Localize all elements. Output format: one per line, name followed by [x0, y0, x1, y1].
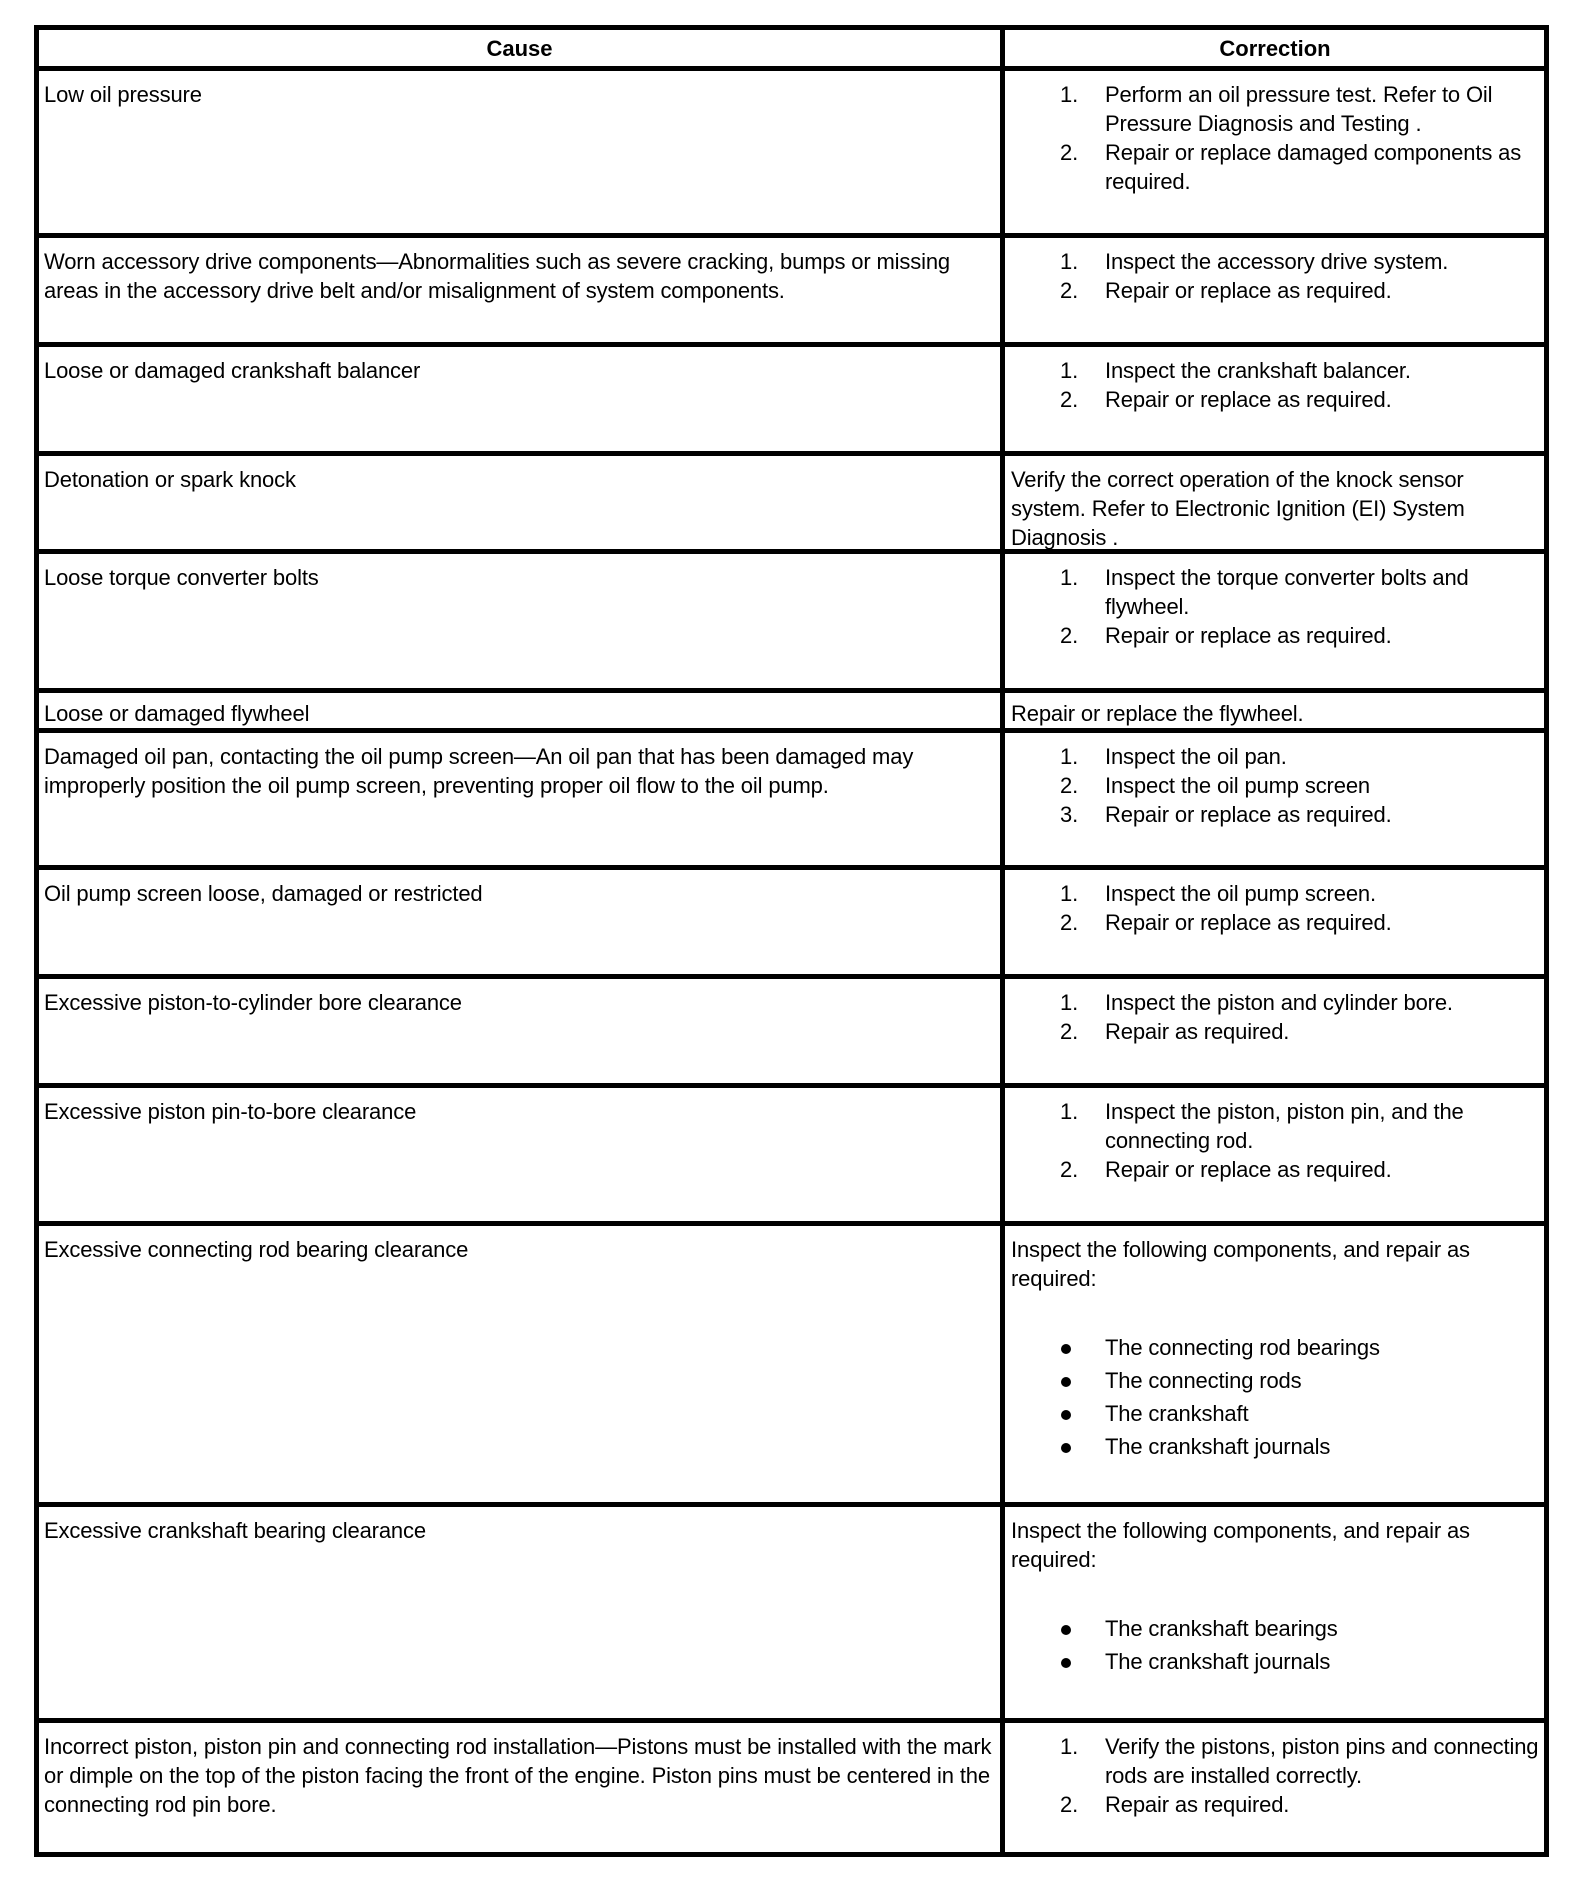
- table-row: [39, 347, 1544, 456]
- step-list: [1011, 742, 1539, 829]
- cause-cell: Excessive piston pin-to-bore clearance: [39, 1088, 1005, 1221]
- bullet-text: The connecting rods: [1105, 1368, 1302, 1393]
- step-number: 1.: [1060, 358, 1079, 383]
- header-correction: Correction: [1219, 36, 1331, 61]
- cause-cell: Low oil pressure: [39, 71, 1005, 233]
- bullet-icon: [1061, 1625, 1071, 1635]
- correction-cell: Verify the correct operation of the knock sensor system. Refer to Electronic Ignition (EI) System Diagnosis .: [1011, 467, 1465, 550]
- cause-cell: Excessive crankshaft bearing clearance: [39, 1507, 1005, 1718]
- step-list: [1011, 563, 1539, 650]
- bullet-item: [1011, 1645, 1539, 1678]
- correction-cell: [1005, 979, 1544, 1083]
- cause-cell: Loose or damaged flywheel: [39, 693, 1005, 728]
- step-text: Inspect the accessory drive system.: [1105, 249, 1449, 274]
- bullet-icon: [1061, 1443, 1071, 1453]
- correction-cell: [1005, 71, 1544, 233]
- step-list: [1011, 988, 1539, 1046]
- step-number: 2.: [1060, 773, 1079, 798]
- step-item: [1011, 908, 1539, 937]
- table-row: [39, 238, 1544, 347]
- table-header-row: [39, 30, 1544, 71]
- step-text: Inspect the torque converter bolts and flywheel.: [1105, 565, 1469, 619]
- cause-cell: Incorrect piston, piston pin and connecting rod installation—Pistons must be installed with the mark or dimple on the top of the piston facing the front of the engine. Piston pins must be centered in the connecting rod pin bore.: [39, 1723, 1005, 1852]
- step-text: Repair as required.: [1105, 1019, 1290, 1044]
- table-row: [39, 554, 1544, 693]
- cause-cell: Oil pump screen loose, damaged or restricted: [39, 870, 1005, 974]
- correction-cell: [1005, 1088, 1544, 1221]
- step-number: 2.: [1060, 1019, 1079, 1044]
- correction-cell: [1005, 1723, 1544, 1852]
- step-list: [1011, 356, 1539, 414]
- step-list: [1011, 1097, 1539, 1184]
- step-text: Inspect the oil pump screen.: [1105, 881, 1376, 906]
- step-text: Repair as required.: [1105, 1792, 1290, 1817]
- step-item: [1011, 621, 1539, 650]
- step-item: [1011, 1155, 1539, 1184]
- step-number: 2.: [1060, 623, 1079, 648]
- step-number: 1.: [1060, 249, 1079, 274]
- bullet-text: The crankshaft journals: [1105, 1649, 1331, 1674]
- bullet-item: [1011, 1612, 1539, 1645]
- bullet-list: [1011, 1612, 1539, 1678]
- bullet-item: [1011, 1364, 1539, 1397]
- step-text: Inspect the oil pump screen: [1105, 773, 1370, 798]
- correction-cell: [1005, 554, 1544, 688]
- step-list: [1011, 80, 1539, 196]
- bullet-icon: [1061, 1344, 1071, 1354]
- step-text: Repair or replace as required.: [1105, 802, 1392, 827]
- step-number: 2.: [1060, 278, 1079, 303]
- step-number: 2.: [1060, 910, 1079, 935]
- correction-cell: [1005, 1507, 1544, 1718]
- correction-cell: Repair or replace the flywheel.: [1011, 701, 1304, 726]
- step-item: [1011, 771, 1539, 800]
- step-text: Perform an oil pressure test. Refer to Oil Pressure Diagnosis and Testing .: [1105, 82, 1493, 136]
- bullet-text: The crankshaft journals: [1105, 1434, 1331, 1459]
- step-text: Repair or replace as required.: [1105, 623, 1392, 648]
- step-text: Inspect the crankshaft balancer.: [1105, 358, 1411, 383]
- table-row: [39, 1088, 1544, 1226]
- step-item: [1011, 138, 1539, 196]
- header-cause: Cause: [39, 30, 1005, 66]
- table-row: [39, 693, 1544, 733]
- step-text: Repair or replace as required.: [1105, 1157, 1392, 1182]
- cause-cell: Detonation or spark knock: [39, 456, 1005, 549]
- bullet-icon: [1061, 1410, 1071, 1420]
- bullet-text: The connecting rod bearings: [1105, 1335, 1380, 1360]
- diagnosis-table: [34, 25, 1549, 1857]
- step-number: 3.: [1060, 802, 1079, 827]
- step-text: Repair or replace as required.: [1105, 910, 1392, 935]
- correction-cell: [1005, 238, 1544, 342]
- step-number: 2.: [1060, 1792, 1079, 1817]
- step-text: Inspect the oil pan.: [1105, 744, 1287, 769]
- step-text: Verify the pistons, piston pins and connecting rods are installed correctly.: [1105, 1734, 1539, 1788]
- step-number: 1.: [1060, 1099, 1079, 1124]
- step-text: Repair or replace damaged components as required.: [1105, 140, 1522, 194]
- correction-cell: [1005, 870, 1544, 974]
- step-item: [1011, 879, 1539, 908]
- step-item: [1011, 385, 1539, 414]
- table-row: [39, 1723, 1544, 1852]
- step-list: [1011, 1732, 1539, 1819]
- cause-cell: Loose torque converter bolts: [39, 554, 1005, 688]
- cause-cell: Excessive piston-to-cylinder bore clearance: [39, 979, 1005, 1083]
- step-item: [1011, 1790, 1539, 1819]
- step-list: [1011, 247, 1539, 305]
- step-number: 2.: [1060, 387, 1079, 412]
- step-item: [1011, 356, 1539, 385]
- step-item: [1011, 80, 1539, 138]
- correction-intro: Inspect the following components, and repair as required:: [1011, 1237, 1470, 1291]
- bullet-item: [1011, 1397, 1539, 1430]
- step-number: 1.: [1060, 990, 1079, 1015]
- step-item: [1011, 247, 1539, 276]
- step-item: [1011, 1017, 1539, 1046]
- correction-cell: [1005, 733, 1544, 865]
- step-item: [1011, 800, 1539, 829]
- step-number: 2.: [1060, 140, 1079, 165]
- step-item: [1011, 1732, 1539, 1790]
- table-row: [39, 456, 1544, 554]
- correction-cell: [1005, 1226, 1544, 1502]
- table-row: [39, 71, 1544, 238]
- bullet-item: [1011, 1331, 1539, 1364]
- step-item: [1011, 742, 1539, 771]
- step-list: [1011, 879, 1539, 937]
- bullet-list: [1011, 1331, 1539, 1463]
- cause-cell: Damaged oil pan, contacting the oil pump screen—An oil pan that has been damaged may improperly position the oil pump screen, preventing proper oil flow to the oil pump.: [39, 733, 1005, 865]
- table-row: [39, 733, 1544, 870]
- step-number: 1.: [1060, 82, 1079, 107]
- bullet-icon: [1061, 1658, 1071, 1668]
- cause-cell: Worn accessory drive components—Abnormalities such as severe cracking, bumps or missing areas in the accessory drive belt and/or misalignment of system components.: [39, 238, 1005, 342]
- step-text: Repair or replace as required.: [1105, 387, 1392, 412]
- step-number: 1.: [1060, 565, 1079, 590]
- correction-cell: [1005, 347, 1544, 451]
- step-item: [1011, 563, 1539, 621]
- step-item: [1011, 276, 1539, 305]
- step-text: Inspect the piston and cylinder bore.: [1105, 990, 1453, 1015]
- step-number: 2.: [1060, 1157, 1079, 1182]
- bullet-text: The crankshaft: [1105, 1401, 1249, 1426]
- step-text: Repair or replace as required.: [1105, 278, 1392, 303]
- step-number: 1.: [1060, 744, 1079, 769]
- bullet-text: The crankshaft bearings: [1105, 1616, 1338, 1641]
- step-number: 1.: [1060, 1734, 1079, 1759]
- step-number: 1.: [1060, 881, 1079, 906]
- step-item: [1011, 988, 1539, 1017]
- table-row: [39, 1507, 1544, 1723]
- table-row: [39, 870, 1544, 979]
- table-row: [39, 1226, 1544, 1507]
- step-item: [1011, 1097, 1539, 1155]
- cause-cell: Excessive connecting rod bearing clearance: [39, 1226, 1005, 1502]
- bullet-icon: [1061, 1377, 1071, 1387]
- table-row: [39, 979, 1544, 1088]
- bullet-item: [1011, 1430, 1539, 1463]
- step-text: Inspect the piston, piston pin, and the connecting rod.: [1105, 1099, 1464, 1153]
- correction-intro: Inspect the following components, and repair as required:: [1011, 1518, 1470, 1572]
- cause-cell: Loose or damaged crankshaft balancer: [39, 347, 1005, 451]
